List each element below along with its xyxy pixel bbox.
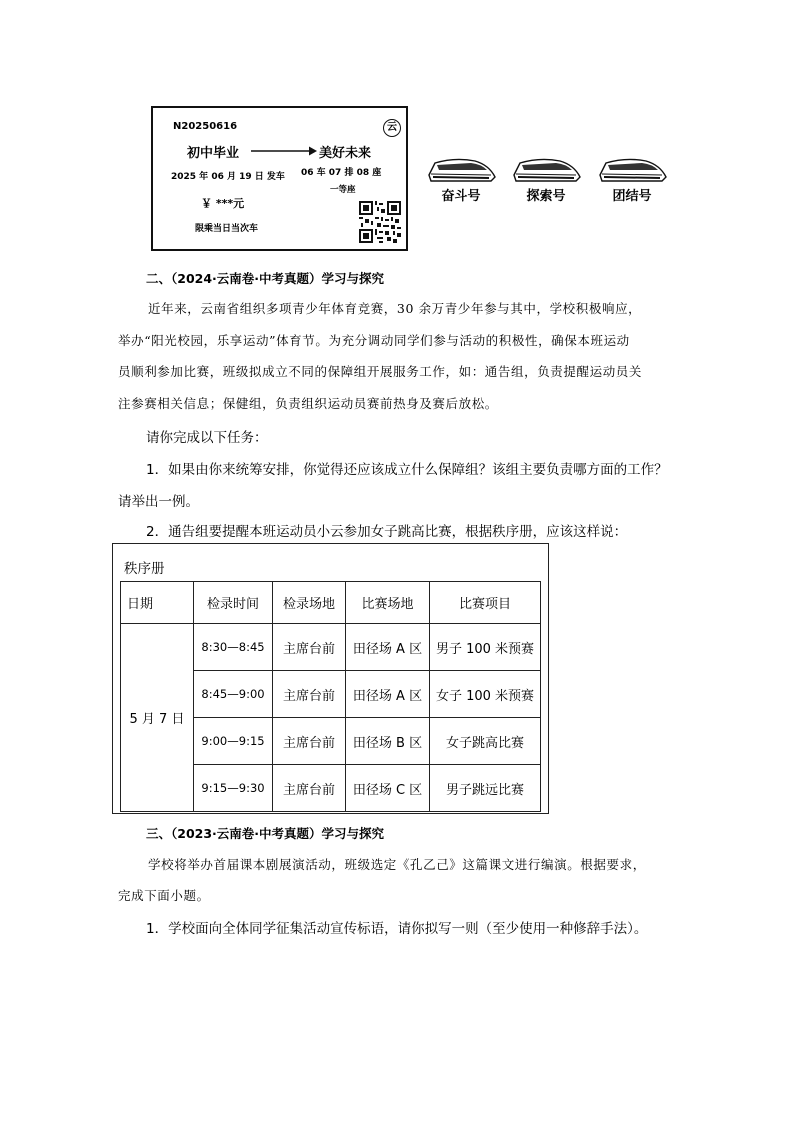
section3-heading: 三、（2023·云南卷·中考真题）学习与探究 <box>146 826 385 841</box>
train-tansuo <box>510 155 582 205</box>
section2-para-line: 员顺利参加比赛，班级拟成立不同的保障组开展服务工作，如：通告组，负责提醒运动员关 <box>118 364 643 379</box>
qr-code-icon <box>359 201 401 243</box>
question-1-cont: 请举出一例。 <box>118 494 199 510</box>
cell-time: 8:45—9:00 <box>194 671 273 718</box>
cell-event: 女子跳高比赛 <box>430 718 541 765</box>
header-checkin-place: 检录场地 <box>273 582 346 624</box>
cell-checkin-place: 主席台前 <box>273 624 346 671</box>
section3-para-line: 完成下面小题。 <box>118 888 210 903</box>
ticket-departure: 初中毕业 <box>187 146 240 161</box>
cell-event: 男子跳远比赛 <box>430 765 541 812</box>
cell-venue: 田径场 B 区 <box>346 718 430 765</box>
train-icon <box>425 155 497 185</box>
schedule-table <box>120 581 541 812</box>
section2-para-line: 注参赛相关信息；保健组，负责组织运动员赛前热身及赛后放松。 <box>118 396 498 411</box>
ticket-price: ￥ ***元 <box>201 197 245 210</box>
section3-question-1: 1．学校面向全体同学征集活动宣传标语，请你拟写一则（至少使用一种修辞手法）。 <box>146 921 648 937</box>
header-date: 日期 <box>121 582 194 624</box>
arrow-right-icon <box>251 145 317 157</box>
train-label: 奋斗号 <box>441 189 481 204</box>
train-icon <box>596 155 668 185</box>
ticket-limit: 限乘当日当次车 <box>195 224 259 234</box>
table-header-row <box>121 582 541 624</box>
train-label: 探索号 <box>526 189 566 204</box>
cell-event: 男子 100 米预赛 <box>430 624 541 671</box>
header-venue: 比赛场地 <box>346 582 430 624</box>
cell-time: 9:15—9:30 <box>194 765 273 812</box>
table-row <box>121 624 541 671</box>
task-intro: 请你完成以下任务： <box>146 430 268 446</box>
header-checkin-time: 检录时间 <box>194 582 273 624</box>
cell-event: 女子 100 米预赛 <box>430 671 541 718</box>
header-event: 比赛项目 <box>430 582 541 624</box>
train-icon <box>510 155 582 185</box>
section2-heading: 二、（2024·云南卷·中考真题）学习与探究 <box>146 271 385 286</box>
cell-checkin-place: 主席台前 <box>273 765 346 812</box>
date-cell: 5 月 7 日 <box>121 624 194 812</box>
schedule-box <box>112 543 549 814</box>
cell-venue: 田径场 A 区 <box>346 624 430 671</box>
ticket-class: 一等座 <box>330 185 356 195</box>
train-fendou <box>425 155 497 205</box>
train-tuanjie <box>596 155 668 205</box>
question-2: 2．通告组要提醒本班运动员小云参加女子跳高比赛，根据秩序册，应该这样说： <box>146 524 628 540</box>
yun-logo-icon: 云 <box>383 119 401 137</box>
cell-time: 9:00—9:15 <box>194 718 273 765</box>
train-label: 团结号 <box>612 189 652 204</box>
train-ticket <box>151 106 408 251</box>
section2-para-line: 举办“阳光校园，乐享运动”体育节。为充分调动同学们参与活动的积极性，确保本班运动 <box>118 333 630 348</box>
question-1: 1．如果由你来统筹安排，你觉得还应该成立什么保障组？该组主要负责哪方面的工作？ <box>146 462 668 478</box>
cell-checkin-place: 主席台前 <box>273 718 346 765</box>
cell-checkin-place: 主席台前 <box>273 671 346 718</box>
schedule-title: 秩序册 <box>124 561 165 577</box>
ticket-code: N20250616 <box>173 121 238 132</box>
cell-time: 8:30—8:45 <box>194 624 273 671</box>
ticket-destination: 美好未来 <box>319 146 372 161</box>
cell-venue: 田径场 C 区 <box>346 765 430 812</box>
cell-venue: 田径场 A 区 <box>346 671 430 718</box>
section3-para-line: 学校将举办首届课本剧展演活动，班级选定《孔乙己》这篇课文进行编演。根据要求， <box>148 857 646 872</box>
ticket-seat: 06 车 07 排 08 座 <box>301 168 382 178</box>
ticket-date: 2025 年 06 月 19 日 发车 <box>171 172 285 182</box>
section2-para-line: 近年来，云南省组织多项青少年体育竞赛，30 余万青少年参与其中，学校积极响应， <box>148 301 642 316</box>
